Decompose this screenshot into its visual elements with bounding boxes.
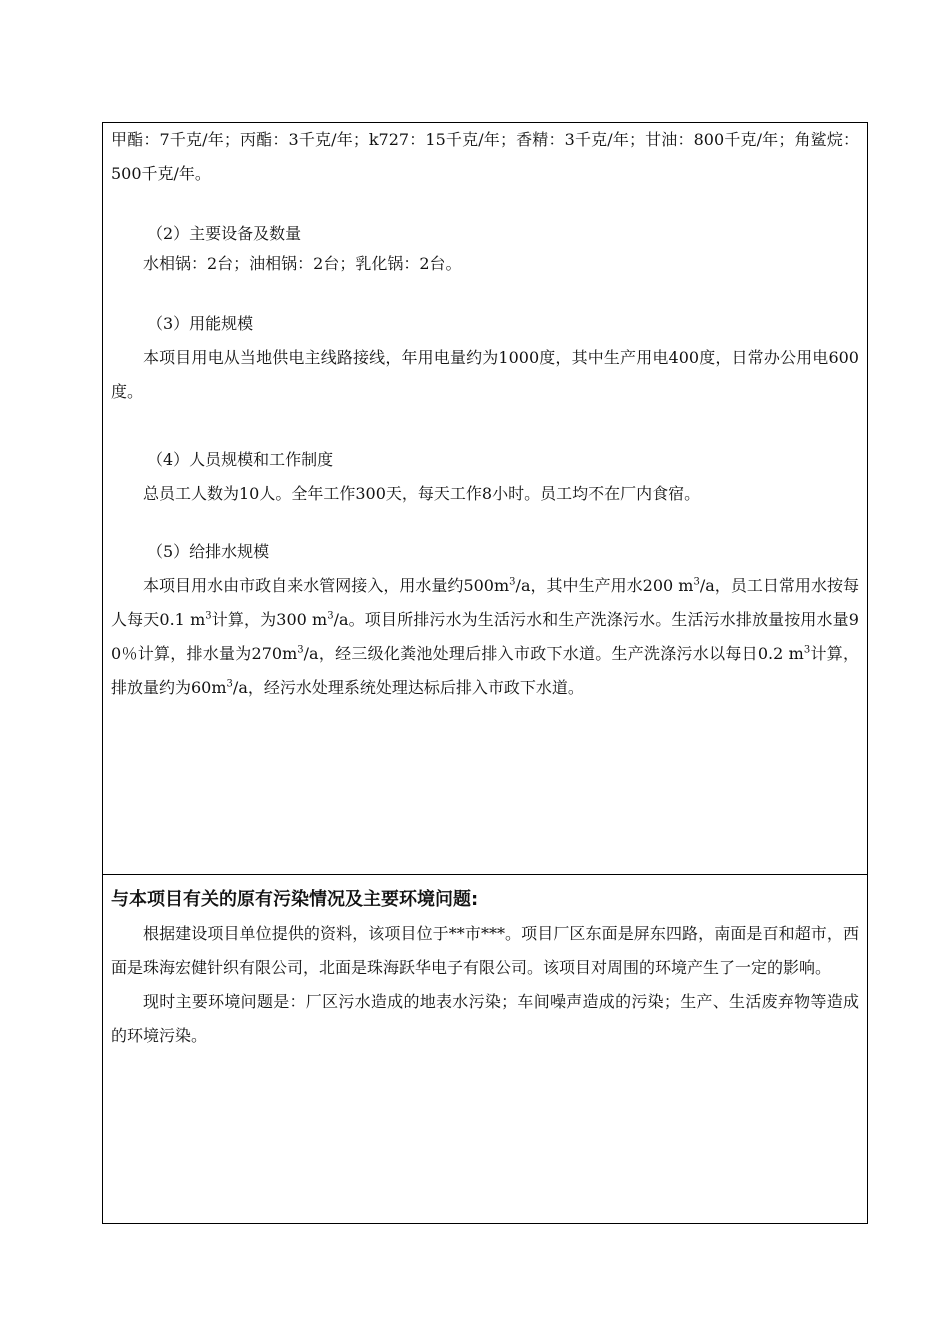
water-text: 本项目用水由市政自来水管网接入，用水量约$500m^3/a$，其中生产用水200 $m^3/a$，员工日常用水按每人每天0.1 $m^3$计算，为300 $m^3/a$。项目所排污水为生活污水和生产洗涤污水。生活污水排放量按用水量90％计算，排水量为$270m^3/a$，经三级化粪池处理后排入市政下水道。生产洗涤污水以每日0.2 $m^3$计算，排放量约为$60m^3/a$，经污水处理系统处理达标后排入市政下水道。 [111, 576, 859, 697]
pollution-heading: 与本项目有关的原有污染情况及主要环境问题: [111, 889, 479, 910]
project-details-cell [103, 123, 867, 875]
energy-heading: （3）用能规模 [147, 314, 254, 333]
staffing-text: 总员工人数为10人。全年工作300天，每天工作8小时。员工均不在厂内食宿。 [143, 484, 701, 503]
equipment-heading: （2）主要设备及数量 [147, 224, 302, 243]
document-table [102, 122, 868, 1224]
water-heading: （5）给排水规模 [147, 542, 270, 561]
pollution-issues-cell [103, 875, 867, 1223]
equipment-text: 水相锅：2台；油相锅：2台；乳化锅：2台。 [143, 254, 462, 273]
raw-materials-text: 甲酯：7千克/年；丙酯：3千克/年；k727：15千克/年；香精：3千克/年；甘油：800千克/年；角鲨烷：500千克/年。 [111, 130, 859, 183]
environment-issues-paragraph: 现时主要环境问题是：厂区污水造成的地表水污染；车间噪声造成的污染；生产、生活废弃物等造成的环境污染。 [111, 992, 859, 1045]
staffing-heading: （4）人员规模和工作制度 [147, 450, 334, 469]
location-paragraph: 根据建设项目单位提供的资料，该项目位于**市***。项目厂区东面是屏东四路，南面是百和超市，西面是珠海宏健针织有限公司，北面是珠海跃华电子有限公司。该项目对周围的环境产生了一定的影响。 [111, 924, 859, 977]
energy-text: 本项目用电从当地供电主线路接线，年用电量约为1000度，其中生产用电400度，日常办公用电600度。 [111, 348, 859, 401]
